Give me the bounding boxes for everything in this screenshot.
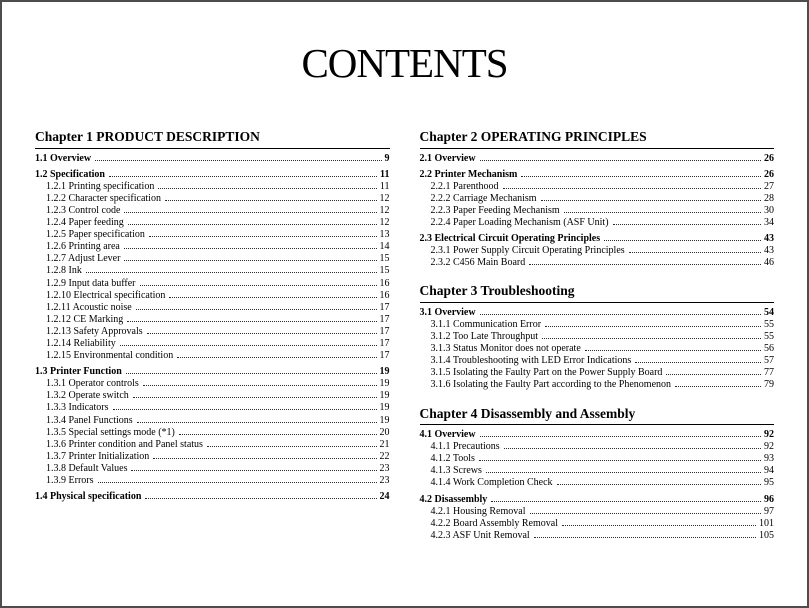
dot-leader bbox=[557, 484, 761, 485]
toc-entry-label: 2.3 Electrical Circuit Operating Principles bbox=[419, 233, 601, 245]
toc-columns bbox=[2, 129, 807, 542]
toc-entry[interactable] bbox=[420, 331, 775, 343]
toc-entry-label: 4.2.2 Board Assembly Removal bbox=[430, 517, 558, 529]
toc-entry[interactable] bbox=[35, 427, 390, 439]
toc-entry-page: 14 bbox=[379, 241, 390, 253]
dot-leader bbox=[503, 188, 761, 189]
toc-entry-label: 1.3.9 Errors bbox=[46, 475, 94, 486]
toc-entry-label: 2.2.1 Parenthood bbox=[430, 180, 499, 192]
toc-entry-page: 15 bbox=[379, 253, 390, 265]
toc-entry-label: 1.2.12 CE Marking bbox=[46, 313, 124, 325]
chapter-entries bbox=[35, 153, 390, 504]
toc-entry[interactable] bbox=[420, 245, 775, 257]
dot-leader bbox=[564, 212, 761, 213]
dot-leader bbox=[165, 200, 377, 201]
toc-entry-label: 3.1.5 Isolating the Faulty Part on the Power Supply Board bbox=[430, 367, 663, 379]
toc-entry[interactable] bbox=[420, 465, 775, 477]
toc-entry-label: 1.3.4 Panel Functions bbox=[46, 414, 133, 426]
toc-entry[interactable] bbox=[35, 439, 390, 451]
toc-entry-label: 1.2.6 Printing area bbox=[46, 241, 120, 253]
toc-entry-page: 28 bbox=[764, 192, 774, 204]
toc-entry[interactable] bbox=[420, 494, 775, 506]
toc-entry[interactable] bbox=[420, 307, 775, 319]
toc-entry-label: 1.3.3 Indicators bbox=[46, 402, 109, 414]
dot-leader bbox=[604, 240, 761, 241]
dot-leader bbox=[177, 357, 376, 358]
toc-entry-label: 3.1.1 Communication Error bbox=[430, 319, 542, 331]
toc-entry-page: 21 bbox=[379, 438, 390, 450]
toc-entry-label: 1.2.5 Paper specification bbox=[46, 229, 145, 241]
chapter-section bbox=[35, 129, 390, 503]
dot-leader bbox=[491, 501, 761, 502]
dot-leader bbox=[529, 264, 761, 265]
dot-leader bbox=[113, 409, 377, 410]
toc-entry-page: 34 bbox=[764, 217, 774, 229]
toc-entry[interactable] bbox=[420, 355, 775, 367]
toc-entry[interactable] bbox=[35, 475, 390, 487]
chapter-entries bbox=[420, 153, 775, 270]
toc-entry-page: 17 bbox=[379, 337, 390, 349]
toc-entry[interactable] bbox=[420, 453, 775, 465]
toc-entry[interactable] bbox=[35, 153, 390, 165]
dot-leader bbox=[562, 525, 756, 526]
toc-entry[interactable] bbox=[35, 265, 390, 277]
toc-entry-page: 15 bbox=[379, 265, 390, 277]
toc-entry[interactable] bbox=[420, 518, 775, 530]
dot-leader bbox=[534, 537, 756, 538]
toc-entry-page: 43 bbox=[764, 233, 774, 245]
chapter-heading: Chapter 1 PRODUCT DESCRIPTION bbox=[35, 129, 390, 149]
toc-entry[interactable] bbox=[35, 193, 390, 205]
toc-entry-page: 46 bbox=[764, 257, 774, 269]
toc-entry-label: 1.3.2 Operate switch bbox=[46, 390, 129, 402]
toc-entry-label: 1.2.3 Control code bbox=[46, 204, 121, 216]
toc-entry-page: 16 bbox=[379, 277, 390, 289]
toc-entry[interactable] bbox=[420, 429, 775, 441]
toc-entry-label: 1.2.15 Environmental condition bbox=[46, 350, 174, 362]
toc-entry-label: 2.2.3 Paper Feeding Mechanism bbox=[430, 204, 560, 216]
dot-leader bbox=[207, 446, 377, 447]
toc-entry[interactable] bbox=[420, 169, 775, 181]
toc-entry[interactable] bbox=[35, 169, 390, 181]
toc-entry-label: 1.3.6 Printer condition and Panel status bbox=[46, 438, 203, 450]
dot-leader bbox=[145, 498, 376, 499]
toc-entry[interactable] bbox=[420, 379, 775, 391]
toc-entry-page: 13 bbox=[379, 229, 390, 241]
dot-leader bbox=[140, 285, 377, 286]
toc-entry[interactable] bbox=[35, 402, 390, 414]
toc-entry[interactable] bbox=[420, 233, 775, 245]
toc-entry-label: 3.1.4 Troubleshooting with LED Error Indications bbox=[430, 355, 632, 367]
toc-entry-page: 17 bbox=[379, 350, 390, 362]
dot-leader bbox=[635, 362, 761, 363]
toc-entry-label: 3.1 Overview bbox=[419, 306, 476, 318]
chapter-entries bbox=[420, 429, 775, 542]
toc-entry-label: 2.3.2 C456 Main Board bbox=[430, 257, 526, 269]
dot-leader bbox=[131, 470, 376, 471]
toc-entry-label: 4.1.4 Work Completion Check bbox=[430, 477, 553, 489]
toc-entry-label: 1.2.2 Character specification bbox=[46, 192, 161, 204]
toc-entry[interactable] bbox=[35, 463, 390, 475]
toc-entry-label: 4.1.3 Screws bbox=[430, 465, 482, 477]
chapter-section bbox=[420, 129, 775, 269]
toc-entry-label: 4.2.1 Housing Removal bbox=[430, 505, 526, 517]
toc-entry[interactable] bbox=[35, 314, 390, 326]
toc-entry-page: 95 bbox=[764, 477, 774, 489]
toc-entry-label: 2.2 Printer Mechanism bbox=[419, 168, 518, 180]
dot-leader bbox=[127, 321, 376, 322]
chapter-heading: Chapter 4 Disassembly and Assembly bbox=[420, 406, 775, 426]
toc-entry[interactable] bbox=[420, 506, 775, 518]
dot-leader bbox=[629, 252, 761, 253]
dot-leader bbox=[504, 448, 761, 449]
toc-entry[interactable] bbox=[420, 530, 775, 542]
chapter-entries bbox=[420, 307, 775, 392]
toc-entry-page: 94 bbox=[764, 465, 774, 477]
toc-entry-page: 24 bbox=[379, 491, 390, 503]
toc-entry-page: 23 bbox=[379, 462, 390, 474]
dot-leader bbox=[542, 338, 761, 339]
toc-entry-label: 1.3 Printer Function bbox=[35, 366, 122, 378]
toc-entry-page: 26 bbox=[764, 152, 774, 164]
toc-entry-label: 3.1.3 Status Monitor does not operate bbox=[430, 343, 581, 355]
toc-entry-label: 4.1.1 Precautions bbox=[430, 441, 500, 453]
dot-leader bbox=[158, 188, 377, 189]
toc-entry-page: 19 bbox=[379, 366, 390, 378]
toc-entry-page: 11 bbox=[380, 168, 390, 180]
toc-entry[interactable] bbox=[420, 477, 775, 489]
toc-entry[interactable] bbox=[420, 205, 775, 217]
dot-leader bbox=[143, 385, 377, 386]
toc-entry-label: 2.3.1 Power Supply Circuit Operating Principles bbox=[430, 245, 625, 257]
toc-entry[interactable] bbox=[420, 153, 775, 165]
toc-entry[interactable] bbox=[35, 253, 390, 265]
toc-entry[interactable] bbox=[420, 193, 775, 205]
chapter-section bbox=[420, 406, 775, 542]
toc-entry-page: 55 bbox=[764, 319, 774, 331]
toc-entry[interactable] bbox=[420, 441, 775, 453]
toc-entry[interactable] bbox=[35, 378, 390, 390]
toc-entry[interactable] bbox=[35, 290, 390, 302]
toc-entry-page: 12 bbox=[379, 204, 390, 216]
dot-leader bbox=[128, 224, 377, 225]
toc-entry-page: 9 bbox=[384, 152, 390, 164]
toc-entry-page: 23 bbox=[379, 475, 390, 486]
toc-entry[interactable] bbox=[35, 326, 390, 338]
toc-entry-page: 57 bbox=[764, 355, 774, 367]
toc-entry-page: 12 bbox=[379, 192, 390, 204]
toc-entry[interactable] bbox=[35, 491, 390, 503]
toc-entry[interactable] bbox=[35, 366, 390, 378]
toc-entry[interactable] bbox=[35, 338, 390, 350]
toc-entry-label: 1.2.14 Reliability bbox=[46, 337, 116, 349]
toc-entry-page: 27 bbox=[764, 180, 774, 192]
toc-entry[interactable] bbox=[35, 181, 390, 193]
toc-entry[interactable] bbox=[35, 415, 390, 427]
dot-leader bbox=[545, 326, 761, 327]
toc-entry[interactable] bbox=[420, 367, 775, 379]
toc-entry-page: 19 bbox=[379, 378, 390, 390]
toc-entry[interactable] bbox=[35, 302, 390, 314]
toc-entry-label: 1.3.7 Printer Initialization bbox=[46, 450, 150, 462]
toc-entry-page: 97 bbox=[764, 505, 774, 517]
toc-entry-label: 1.2.8 Ink bbox=[46, 265, 82, 277]
toc-entry-page: 43 bbox=[764, 245, 774, 257]
toc-entry-page: 12 bbox=[379, 217, 390, 229]
dot-leader bbox=[137, 422, 377, 423]
dot-leader bbox=[120, 345, 377, 346]
dot-leader bbox=[149, 236, 377, 237]
toc-entry-label: 1.1 Overview bbox=[35, 152, 92, 164]
toc-entry[interactable] bbox=[420, 181, 775, 193]
chapter-heading: Chapter 2 OPERATING PRINCIPLES bbox=[420, 129, 775, 149]
toc-entry-page: 105 bbox=[759, 529, 774, 541]
toc-entry-label: 2.2.4 Paper Loading Mechanism (ASF Unit) bbox=[430, 217, 609, 229]
dot-leader bbox=[109, 176, 377, 177]
dot-leader bbox=[541, 200, 761, 201]
toc-entry-page: 19 bbox=[379, 390, 390, 402]
toc-entry-label: 4.1.2 Tools bbox=[430, 453, 475, 465]
toc-entry-page: 19 bbox=[379, 414, 390, 426]
toc-entry-label: 1.4 Physical specification bbox=[35, 491, 142, 503]
dot-leader bbox=[530, 513, 762, 514]
toc-entry-page: 92 bbox=[764, 441, 774, 453]
toc-entry-page: 16 bbox=[379, 289, 390, 301]
dot-leader bbox=[153, 458, 376, 459]
toc-entry-page: 101 bbox=[759, 517, 774, 529]
toc-entry-page: 17 bbox=[379, 325, 390, 337]
toc-entry[interactable] bbox=[35, 451, 390, 463]
toc-entry-label: 4.1 Overview bbox=[419, 429, 476, 441]
toc-entry-label: 1.3.8 Default Values bbox=[46, 462, 128, 474]
toc-entry-page: 20 bbox=[379, 426, 390, 438]
dot-leader bbox=[124, 248, 377, 249]
toc-entry-page: 17 bbox=[379, 313, 390, 325]
toc-entry-page: 93 bbox=[764, 453, 774, 465]
toc-entry-label: 4.2 Disassembly bbox=[419, 493, 488, 505]
toc-entry-label: 1.3.1 Operator controls bbox=[46, 378, 139, 390]
toc-entry-page: 11 bbox=[379, 180, 390, 192]
toc-entry-page: 54 bbox=[764, 306, 774, 318]
dot-leader bbox=[98, 482, 377, 483]
dot-leader bbox=[179, 434, 377, 435]
dot-leader bbox=[147, 333, 377, 334]
dot-leader bbox=[136, 309, 377, 310]
dot-leader bbox=[480, 160, 761, 161]
toc-entry-page: 30 bbox=[764, 204, 774, 216]
toc-column bbox=[35, 129, 390, 542]
dot-leader bbox=[126, 373, 377, 374]
dot-leader bbox=[613, 224, 761, 225]
toc-entry[interactable] bbox=[35, 217, 390, 229]
toc-entry[interactable] bbox=[35, 229, 390, 241]
toc-entry-page: 79 bbox=[764, 379, 774, 391]
toc-entry-page: 22 bbox=[379, 450, 390, 462]
dot-leader bbox=[124, 260, 376, 261]
toc-entry-page: 55 bbox=[764, 331, 774, 343]
toc-entry-label: 1.2.4 Paper feeding bbox=[46, 217, 124, 229]
dot-leader bbox=[666, 374, 761, 375]
dot-leader bbox=[133, 397, 377, 398]
toc-entry-page: 96 bbox=[764, 493, 774, 505]
dot-leader bbox=[486, 472, 761, 473]
toc-column bbox=[420, 129, 775, 542]
toc-entry[interactable] bbox=[35, 205, 390, 217]
dot-leader bbox=[124, 212, 376, 213]
toc-entry-label: 2.1 Overview bbox=[419, 152, 476, 164]
toc-entry[interactable] bbox=[420, 319, 775, 331]
toc-entry-label: 1.2.11 Acoustic noise bbox=[46, 301, 132, 313]
toc-entry-page: 17 bbox=[379, 301, 390, 313]
chapter-section bbox=[420, 283, 775, 391]
dot-leader bbox=[480, 314, 761, 315]
toc-entry-page: 77 bbox=[764, 367, 774, 379]
toc-entry-label: 1.2.9 Input data buffer bbox=[46, 277, 136, 289]
toc-entry-label: 4.2.3 ASF Unit Removal bbox=[430, 529, 530, 541]
dot-leader bbox=[95, 160, 381, 161]
toc-entry-label: 3.1.2 Too Late Throughput bbox=[430, 331, 539, 343]
dot-leader bbox=[86, 272, 377, 273]
toc-entry-label: 3.1.6 Isolating the Faulty Part according to the Phenomenon bbox=[430, 379, 672, 391]
toc-entry-page: 19 bbox=[379, 402, 390, 414]
toc-entry-label: 1.2.7 Adjust Lever bbox=[46, 253, 121, 265]
toc-entry-label: 1.2.13 Safety Approvals bbox=[46, 325, 143, 337]
toc-entry-label: 1.3.5 Special settings mode (*1) bbox=[46, 426, 175, 438]
toc-entry-label: 2.2.2 Carriage Mechanism bbox=[430, 192, 537, 204]
toc-entry-label: 1.2 Specification bbox=[35, 168, 105, 180]
toc-entry-page: 56 bbox=[764, 343, 774, 355]
toc-entry[interactable] bbox=[35, 390, 390, 402]
dot-leader bbox=[585, 350, 761, 351]
toc-entry[interactable] bbox=[35, 350, 390, 362]
dot-leader bbox=[479, 460, 761, 461]
toc-entry[interactable] bbox=[35, 241, 390, 253]
dot-leader bbox=[521, 176, 761, 177]
dot-leader bbox=[675, 386, 761, 387]
toc-entry-label: 1.2.10 Electrical specification bbox=[46, 289, 166, 301]
dot-leader bbox=[169, 297, 376, 298]
toc-entry[interactable] bbox=[420, 217, 775, 229]
toc-entry-page: 26 bbox=[764, 168, 774, 180]
toc-entry[interactable] bbox=[35, 278, 390, 290]
toc-entry[interactable] bbox=[420, 343, 775, 355]
toc-entry-label: 1.2.1 Printing specification bbox=[46, 180, 155, 192]
dot-leader bbox=[480, 436, 761, 437]
chapter-heading: Chapter 3 Troubleshooting bbox=[420, 283, 775, 303]
toc-entry[interactable] bbox=[420, 257, 775, 269]
page-title: CONTENTS bbox=[301, 40, 508, 86]
toc-entry-page: 92 bbox=[764, 429, 774, 441]
